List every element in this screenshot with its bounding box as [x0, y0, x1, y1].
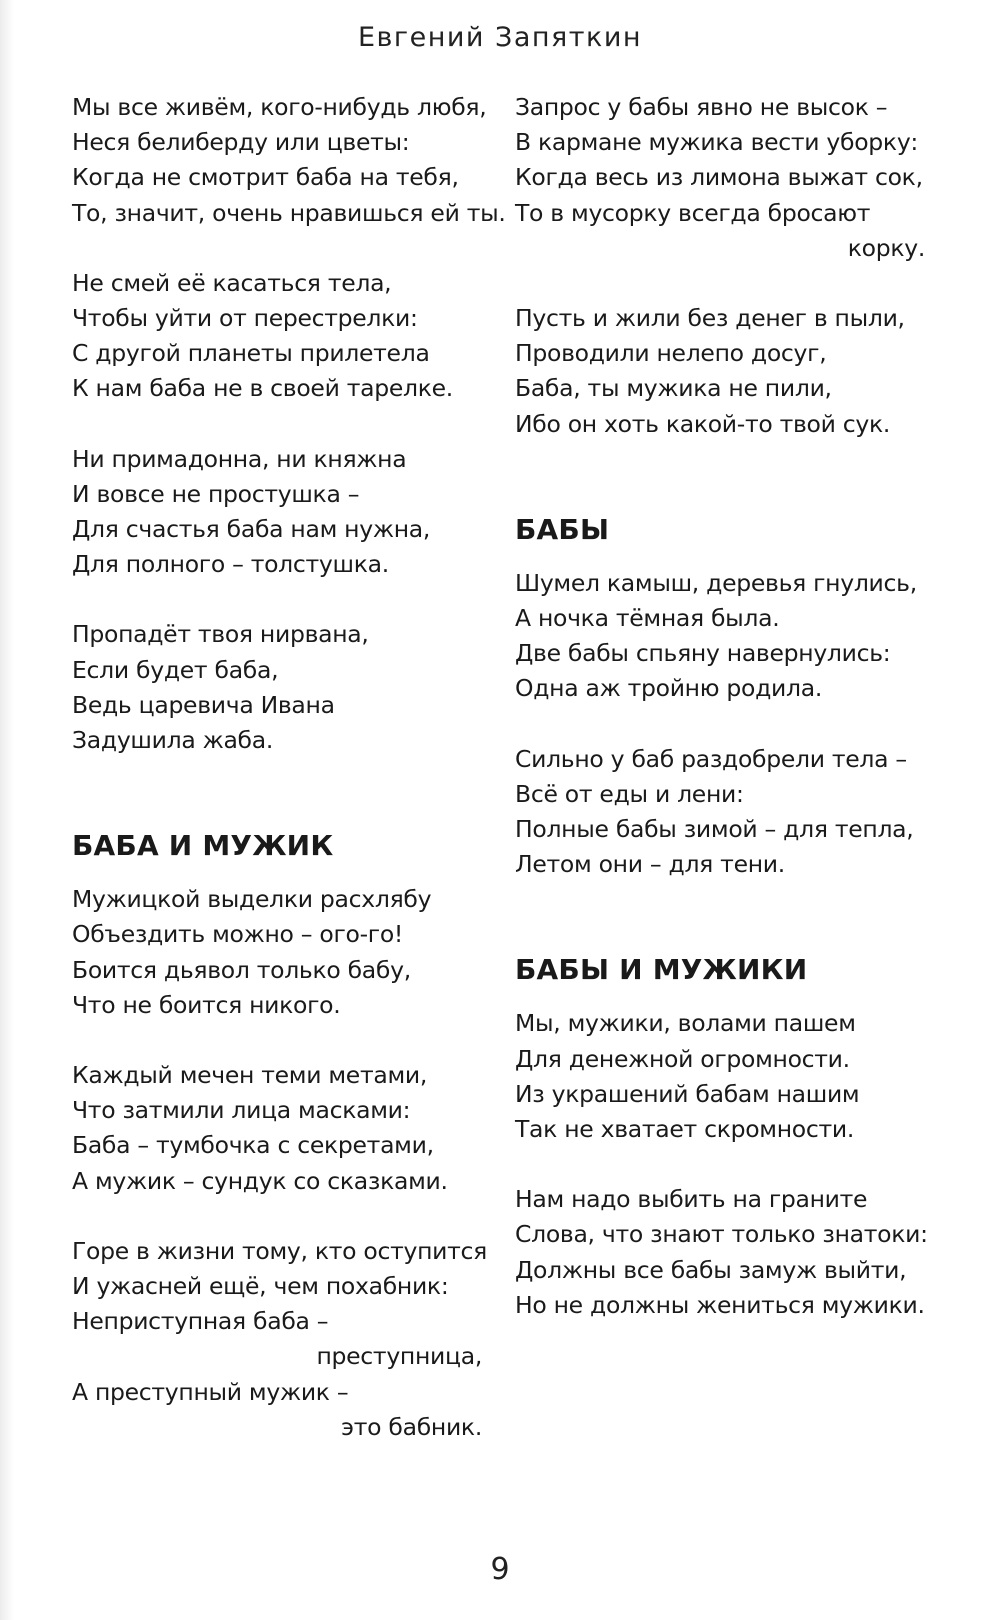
stanza: [72, 882, 482, 1023]
stanza: [515, 1006, 925, 1147]
verse-line: Чтобы уйти от перестрелки:: [72, 304, 418, 333]
stanza: [515, 566, 925, 707]
stanza: [515, 742, 925, 883]
verse-line: Сильно у баб раздобрели тела –: [515, 744, 907, 773]
verse-line: Летом они – для тени.: [515, 850, 785, 879]
left-column: [72, 90, 506, 1445]
verse-line: К нам баба не в своей тарелке.: [72, 374, 453, 403]
verse-line: Что затмили лица масками:: [72, 1096, 411, 1125]
verse-line: Должны все бабы замуж выйти,: [515, 1255, 907, 1284]
verse-line: Одна аж тройню родила.: [515, 674, 823, 703]
verse-line-continuation: корку.: [847, 233, 925, 262]
verse-line: Так не хватает скромности.: [515, 1115, 855, 1144]
verse-line: Баба, ты мужика не пили,: [515, 374, 832, 403]
page-edge-shadow: [0, 0, 14, 1620]
verse-line: Неприступная баба –: [72, 1307, 329, 1336]
stanza: [515, 301, 925, 442]
verse-line: То в мусорку всегда бросают: [515, 198, 871, 227]
verse-line: Две бабы спьяну навернулись:: [515, 639, 891, 668]
verse-line: Не смей её касаться тела,: [72, 268, 392, 297]
verse-line: То, значит, очень нравишься ей ты.: [72, 198, 506, 227]
stanza: [515, 1182, 928, 1323]
verse-line: Слова, что знают только знатоки:: [515, 1220, 928, 1249]
poem-title: БАБЫ: [515, 512, 610, 546]
stanza: [72, 1234, 487, 1445]
stanza: [72, 617, 482, 758]
verse-line: Когда не смотрит баба на тебя,: [72, 163, 459, 192]
verse-line: Нам надо выбить на граните: [515, 1185, 868, 1214]
verse-line: И ужасней ещё, чем похабник:: [72, 1272, 449, 1301]
verse-line: Запрос у бабы явно не высок –: [515, 93, 888, 121]
verse-line: Объездить можно – ого-го!: [72, 920, 404, 949]
verse-line: Если будет баба,: [72, 655, 279, 684]
page-number: 9: [490, 1552, 510, 1587]
verse-line: Мужицкой выделки расхлябу: [72, 885, 432, 914]
verse-line: А ночка тёмная была.: [515, 604, 780, 633]
verse-line: Для денежной огромности.: [515, 1044, 850, 1073]
verse-line: Неся белиберду или цветы:: [72, 128, 410, 157]
verse-line: Шумел камыш, деревья гнулись,: [515, 568, 917, 597]
verse-line-continuation: это бабник.: [341, 1412, 482, 1441]
verse-line: Всё от еды и лени:: [515, 779, 744, 808]
verse-line: Горе в жизни тому, кто оступится: [72, 1236, 487, 1265]
verse-line: Полные бабы зимой – для тепла,: [515, 815, 914, 844]
verse-line: Задушила жаба.: [72, 726, 274, 755]
verse-line: Для полного – толстушка.: [72, 550, 389, 579]
verse-line: Когда весь из лимона выжат сок,: [515, 163, 923, 192]
verse-line-continuation: преступница,: [316, 1342, 482, 1371]
stanza: [72, 266, 482, 407]
poem-title: БАБА И МУЖИК: [72, 829, 334, 863]
stanza: [515, 90, 925, 266]
verse-line: Ни примадонна, ни княжна: [72, 444, 407, 473]
verse-line: Каждый мечен теми метами,: [72, 1061, 428, 1090]
verse-line: Из украшений бабам нашим: [515, 1079, 860, 1108]
verse-line: В кармане мужика вести уборку:: [515, 128, 919, 157]
verse-line: Баба – тумбочка с секретами,: [72, 1131, 434, 1160]
stanza: [72, 1058, 482, 1199]
verse-line: Ибо он хоть какой-то твой сук.: [515, 409, 891, 438]
right-column: [515, 90, 928, 1323]
verse-line: Что не боится никого.: [72, 990, 341, 1019]
verse-line: А мужик – сундук со сказками.: [72, 1166, 448, 1195]
verse-line: А преступный мужик –: [72, 1377, 349, 1406]
verse-line: С другой планеты прилетела: [72, 339, 430, 368]
verse-line: Для счастья баба нам нужна,: [72, 515, 431, 544]
verse-line: Пропадёт твоя нирвана,: [72, 620, 369, 649]
verse-line: И вовсе не простушка –: [72, 479, 360, 508]
poem-title: БАБЫ И МУЖИКИ: [515, 953, 808, 987]
verse-line: Ведь царевича Ивана: [72, 690, 335, 719]
running-header-author: Евгений Запяткин: [357, 22, 643, 53]
verse-line: Боится дьявол только бабу,: [72, 955, 411, 984]
verse-line: Но не должны жениться мужики.: [515, 1290, 925, 1319]
stanza: [72, 90, 506, 231]
verse-line: Мы, мужики, волами пашем: [515, 1009, 856, 1038]
verse-line: Мы все живём, кого-нибудь любя,: [72, 93, 487, 121]
verse-line: Пусть и жили без денег в пыли,: [515, 304, 905, 333]
verse-line: Проводили нелепо досуг,: [515, 339, 827, 368]
stanza: [72, 442, 482, 583]
